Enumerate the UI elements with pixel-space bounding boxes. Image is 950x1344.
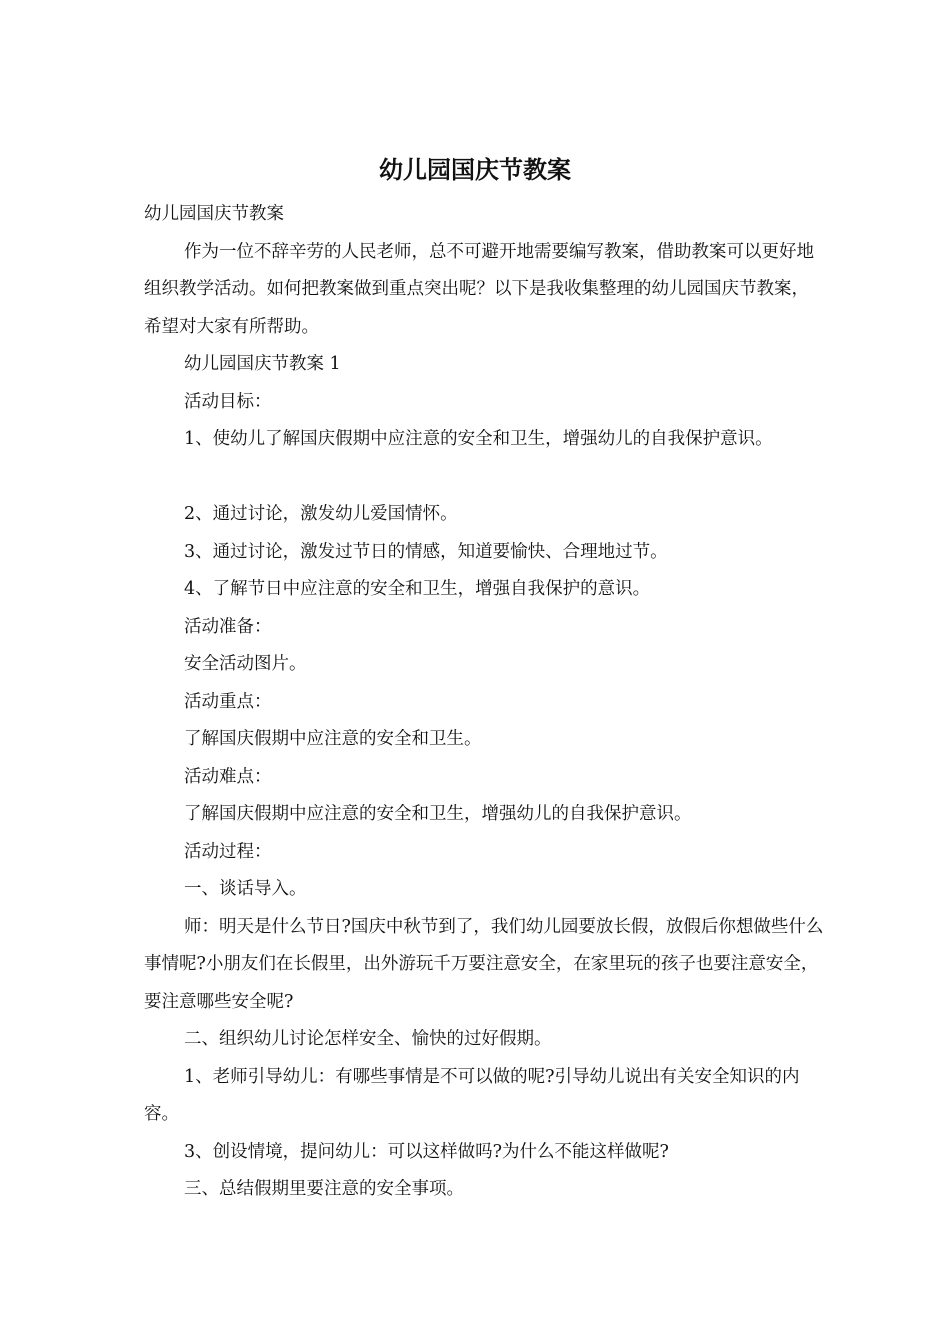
focus-text: 了解国庆假期中应注意的安全和卫生。 [184,729,482,749]
difficulty-text: 了解国庆假期中应注意的安全和卫生，增强幼儿的自我保护意识。 [184,804,692,824]
prep-heading: 活动准备： [184,616,272,637]
process-step-2-1: 1、老师引导幼儿：有哪些事情是不可以做的呢?引导幼儿说出有关安全知识的内容。 [144,1066,800,1124]
subtitle: 幼儿园国庆节教案 [144,204,284,224]
process-step-1: 一、谈话导入。 [184,879,307,899]
section-heading: 幼儿园国庆节教案 1 [184,354,341,374]
intro-paragraph: 作为一位不辞辛劳的人民老师，总不可避开地需要编写教案，借助教案可以更好地组织教学活动。如何把教案做到重点突出呢？以下是我收集整理的幼儿园国庆节教案，希望对大家有所帮助。 [144,241,814,337]
process-heading: 活动过程： [184,841,272,862]
teacher-talk-paragraph: 师：明天是什么节日?国庆中秋节到了，我们幼儿园要放长假，放假后你想做些什么事情呢?小朋友们在长假里，出外游玩千万要注意安全，在家里玩的孩子也要注意安全，要注意哪些安全呢? [144,916,824,1012]
focus-heading: 活动重点： [184,691,272,712]
goal-item-3: 3、通过讨论，激发过节日的情感，知道要愉快、合理地过节。 [184,541,668,562]
blank-line [144,459,824,497]
document-body [144,196,824,1209]
difficulty-heading: 活动难点： [184,766,272,787]
document-title: 幼儿园国庆节教案 [379,156,571,184]
goals-heading: 活动目标： [184,391,272,412]
goal-item-1: 1、使幼儿了解国庆假期中应注意的安全和卫生，增强幼儿的自我保护意识。 [184,429,773,449]
goal-item-2: 2、通过讨论，激发幼儿爱国情怀。 [184,504,458,524]
process-step-2: 二、组织幼儿讨论怎样安全、愉快的过好假期。 [184,1029,552,1049]
process-step-3: 三、总结假期里要注意的安全事项。 [184,1179,464,1199]
process-step-2-3: 3、创设情境，提问幼儿：可以这样做吗?为什么不能这样做呢? [184,1141,669,1162]
prep-text: 安全活动图片。 [184,654,307,674]
goal-item-4: 4、了解节日中应注意的安全和卫生，增强自我保护的意识。 [184,579,651,599]
